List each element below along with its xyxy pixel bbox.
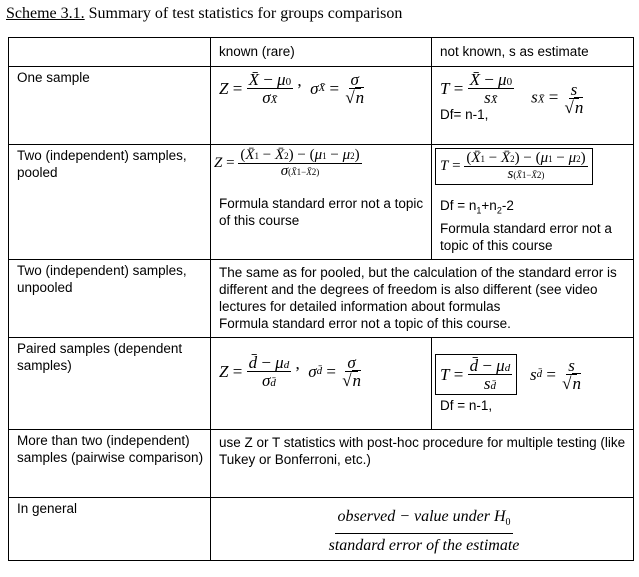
general-numerator-sub: 0 (505, 517, 511, 529)
caption-number: Scheme 3.1. (6, 5, 85, 22)
paired-not-known-cell (432, 338, 634, 430)
header-not-known: not known, s as estimate (432, 38, 634, 67)
unpooled-text: The same as for pooled, but the calculation of the standard error is different and the degrees of freedom is also different (see video lectures for detailed information about formulas (219, 265, 617, 314)
pooled-not-known-formula (435, 148, 629, 185)
paired-known-formula: Z = d̄ − μd σd̄ , σ d̄ = σ √n (219, 353, 362, 390)
pooled-t-formula-box: T = (X̄1 − X̄2) − (μ1 − μ2) s(X̄1−X̄2) (435, 148, 593, 185)
row-label: More than two (independent) samples (pairwise comparison) (9, 430, 211, 498)
pooled-known-cell (211, 145, 432, 260)
one-sample-df: Df= n-1, (440, 107, 489, 122)
pooled-df-text: Df = n (440, 198, 477, 213)
pooled-not-known-cell (432, 145, 634, 260)
row-paired (9, 338, 634, 430)
one-sample-known-cell (211, 67, 432, 145)
row-general (9, 498, 634, 561)
row-label: Two (independent) samples, unpooled (9, 260, 211, 338)
one-sample-not-known-formula: T = X̄ − μ0 sX̄ sX̄ = $\frac{s}{√n}$ (440, 70, 584, 117)
row-more-than-two (9, 430, 634, 498)
row-two-pooled (9, 145, 634, 260)
general-denominator: standard error of the estimate (328, 537, 520, 555)
pooled-known-formula: Z = (X̄1 − X̄2) − (μ1 − μ2) σ(X̄1−X̄2) (214, 147, 360, 179)
unpooled-note: Formula standard error not a topic of this course. (219, 316, 511, 331)
general-numerator (335, 508, 512, 534)
row-label: Paired samples (dependent samples) (9, 338, 211, 430)
unpooled-cell (211, 260, 634, 338)
header-empty-cell (9, 38, 211, 67)
paired-known-cell (211, 338, 432, 430)
row-label: In general (9, 498, 211, 561)
pooled-not-known-note: Formula standard error not a topic of this course (440, 220, 612, 253)
comparison-table (8, 37, 634, 561)
paired-not-known-formula: T = d̄ − μd sd̄ s d̄ = s √n (435, 354, 629, 395)
general-cell (211, 498, 634, 561)
one-sample-not-known-cell (432, 67, 634, 145)
paired-t-formula-box: T = d̄ − μd sd̄ (435, 354, 517, 395)
row-two-unpooled (9, 260, 634, 338)
general-formula (327, 508, 522, 554)
header-row (9, 38, 634, 67)
one-sample-known-formula: Z = X̄ − μ0 σX̄ , σ X̄ = σ √n (219, 70, 365, 107)
header-known: known (rare) (211, 38, 432, 67)
more-than-two-cell: use Z or T statistics with post-hoc procedure for multiple testing (like Tukey or Bonferroni, etc.) (211, 430, 634, 498)
caption-text: Summary of test statistics for groups comparison (88, 5, 403, 22)
paired-df: Df = n-1, (440, 398, 493, 413)
row-label: Two (independent) samples, pooled (9, 145, 211, 260)
pooled-known-note: Formula standard error not a topic of this course (219, 196, 424, 228)
row-one-sample (9, 67, 634, 145)
general-numerator-text: observed − value under H (337, 508, 506, 525)
pooled-df: $Df = n_1+n_2-2$ (440, 198, 514, 216)
row-label: One sample (9, 67, 211, 145)
caption (6, 5, 402, 23)
